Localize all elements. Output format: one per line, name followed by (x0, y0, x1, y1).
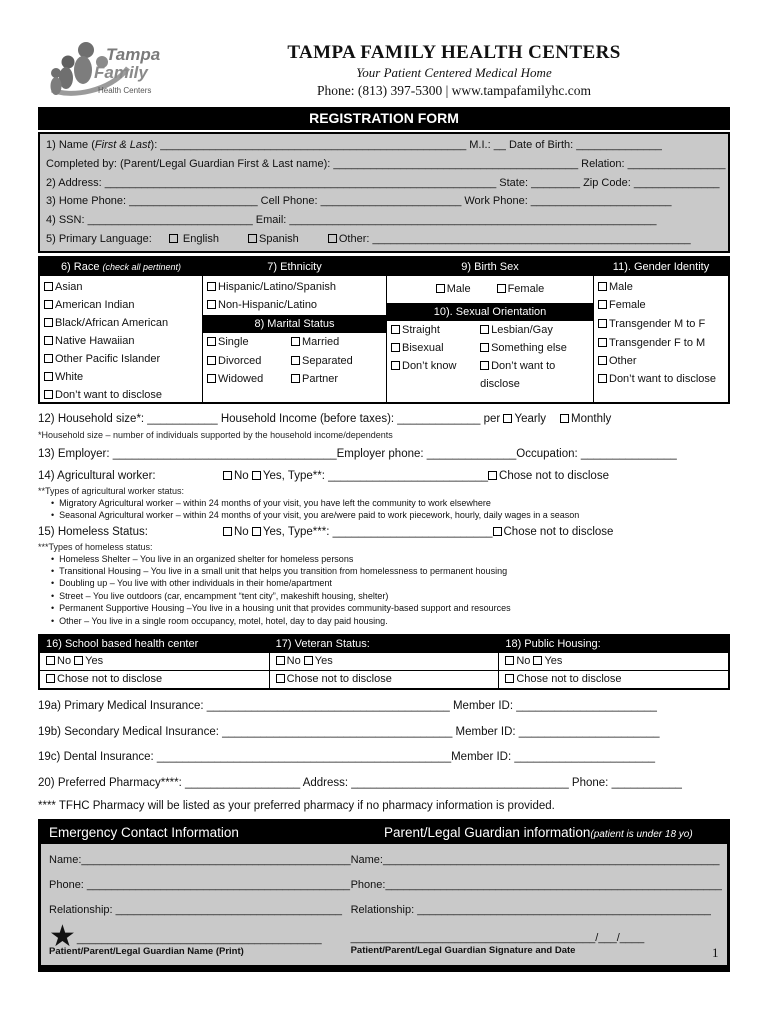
option-label: White (55, 370, 84, 383)
checkbox-icon[interactable] (44, 336, 53, 345)
bullet-icon: • (51, 553, 55, 564)
checkbox-option (291, 370, 382, 389)
checkbox-icon[interactable] (436, 284, 445, 293)
marital-options-left (207, 333, 291, 389)
checkbox-icon[interactable] (598, 356, 607, 365)
homeless-status-field (38, 524, 730, 540)
checkbox-icon[interactable] (391, 343, 400, 352)
option-chose-not-disclose: Chose not to disclose (286, 673, 392, 686)
option-label: Widowed (218, 373, 264, 386)
option-label: Something else (491, 341, 567, 354)
checkbox-icon[interactable] (291, 374, 300, 383)
address-field[interactable]: 2) Address: ________________________________________________________________ State: ________ Zip Code: ______________ (46, 176, 720, 189)
checkbox-icon[interactable] (533, 656, 542, 665)
checkbox-icon[interactable] (391, 361, 400, 370)
checkbox-option (44, 350, 198, 368)
checkbox-option (207, 333, 291, 352)
household-size-field[interactable] (38, 411, 730, 427)
option-no: No (234, 469, 249, 482)
race-column (40, 258, 203, 402)
option-label: Single (218, 335, 249, 348)
bullet-note: • Doubling up – You live with other individuals in their home/apartment (51, 578, 332, 589)
option-label: Married (302, 335, 340, 348)
language-other-blank[interactable]: Other: ____________________________________________________ (338, 232, 691, 245)
household-footnote: *Household size – number of individuals supported by the household income/dependents (38, 429, 393, 440)
checkbox-option (436, 280, 471, 298)
option-label: Don’t want to disclose (480, 359, 556, 390)
race-header: 6) Race (check all pertinent) (40, 258, 202, 276)
guardian-info-title: Parent/Legal Guardian information(patient is under 18 yo) (384, 825, 693, 841)
option-label: Male (609, 280, 633, 293)
hl-type-blank[interactable]: Yes, Type***: _________________________ (262, 525, 493, 538)
print-name-signature-field[interactable]: ★________________________________________ (49, 920, 322, 954)
checkbox-icon[interactable] (74, 656, 83, 665)
bullet-note: • Transitional Housing – You live in a small unit that helps you transition from homelessness to permanent housing (51, 566, 508, 576)
bullet-note: • Other – You live in a single room occupancy, motel, hotel, day to day paid housing. (51, 615, 388, 626)
checkbox-icon[interactable] (598, 282, 607, 291)
checkbox-icon[interactable] (44, 354, 53, 363)
checkbox-option (391, 321, 480, 339)
checkbox-option (480, 321, 589, 339)
checkbox-icon[interactable] (207, 356, 216, 365)
bullet-icon: • (51, 615, 55, 626)
veteran-status-header: 17) Veteran Status: (270, 636, 499, 653)
option-chose-not-disclose: Chose not to disclose (57, 673, 163, 686)
bullet-icon: • (51, 603, 55, 614)
emergency-contact-column (49, 848, 351, 965)
checkbox-icon[interactable] (276, 674, 285, 683)
bullet-note: • Permanent Supportive Housing –You live in a housing unit that provides community-based support and resources (51, 603, 511, 614)
agricultural-label: 14) Agricultural worker: (38, 469, 156, 482)
option-yes: Yes (314, 655, 333, 668)
orientation-options-right (480, 321, 589, 393)
gender-identity-column (594, 258, 728, 402)
option-label: Partner (302, 373, 339, 386)
bullet-note: • Seasonal Agricultural worker – within 24 months of your visit, you are/were paid to work piecework, hourly, daily wages in a season (51, 510, 580, 521)
option-label: Don’t want to disclose (609, 372, 716, 385)
guardian-info-column (351, 848, 722, 965)
checkbox-icon[interactable] (44, 300, 53, 309)
checkbox-icon[interactable] (598, 338, 607, 347)
checkbox-icon[interactable] (391, 325, 400, 334)
form-header (38, 40, 730, 104)
checkbox-icon[interactable] (44, 282, 53, 291)
ethnicity-header: 7) Ethnicity (203, 258, 386, 276)
option-label: Transgender M to F (609, 317, 706, 330)
patient-info-section (38, 132, 730, 253)
marital-status-header: 8) Marital Status (203, 315, 386, 333)
dental-insurance-field[interactable]: 19c) Dental Insurance: ______________________________________________Member ID: ______________________ (38, 751, 656, 764)
veteran-status-column (270, 636, 500, 688)
signature-date-field[interactable]: ________________________________________/___/____ (350, 932, 645, 945)
option-yes: Yes (544, 655, 563, 668)
option-no: No (516, 655, 531, 668)
guardian-relationship-field[interactable]: Relationship: ________________________________________________ (350, 904, 711, 917)
name-label-italic: First & Last (94, 139, 151, 151)
agricultural-bullets (38, 497, 730, 522)
checkbox-option (598, 296, 724, 315)
option-no: No (57, 655, 72, 668)
demographics-table (38, 256, 730, 404)
chose-row (499, 670, 728, 688)
phone-fields[interactable]: 3) Home Phone: _____________________ Cell Phone: _______________________ Work Phone: _______________________ (46, 195, 672, 208)
checkbox-ag-yes[interactable] (252, 471, 261, 480)
option-label: Don’t know (402, 359, 457, 372)
homeless-label: 15) Homeless Status: (38, 525, 148, 538)
primary-insurance-field[interactable]: 19a) Primary Medical Insurance: ______________________________________ Member ID: ______________________ (38, 700, 657, 713)
option-label: Straight (402, 323, 440, 336)
employer-field[interactable]: 13) Employer: ___________________________________Employer phone: ______________Occupation: _______________ (38, 447, 677, 460)
pharmacy-note: **** TFHC Pharmacy will be listed as your preferred pharmacy if no pharmacy information is provided. (38, 800, 555, 813)
checkbox-language-other[interactable] (328, 234, 337, 243)
option-label: Female (507, 282, 545, 295)
option-no: No (286, 655, 301, 668)
school-health-column (40, 636, 270, 688)
ssn-email-fields[interactable]: 4) SSN: ___________________________ Email: ____________________________________________________________ (46, 214, 657, 227)
option-monthly: Monthly (571, 412, 612, 425)
org-tagline: Your Patient Centered Medical Home (356, 65, 552, 80)
orientation-options-left (391, 321, 480, 393)
checkbox-ag-chose[interactable] (488, 471, 497, 480)
emergency-relationship-field[interactable]: Relationship: _____________________________________ (49, 904, 343, 917)
agricultural-worker-field (38, 468, 730, 484)
option-chose-not-disclose: Chose not to disclose (499, 469, 609, 482)
checkbox-option (207, 370, 291, 389)
completed-by-field[interactable]: Completed by: (Parent/Legal Guardian First & Last name): ________________________________________ Relation: ________________ (46, 157, 726, 170)
household-section (38, 411, 730, 627)
checkbox-icon[interactable] (46, 674, 55, 683)
option-spanish: Spanish (259, 232, 299, 245)
option-chose-not-disclose: Chose not to disclose (503, 525, 614, 538)
option-label: Other Pacific Islander (55, 352, 161, 365)
checkbox-yearly[interactable] (503, 414, 512, 423)
logo-word-tampa: Tampa (106, 45, 161, 64)
ag-type-blank[interactable]: Yes, Type**: _________________________ (262, 469, 489, 482)
status-table (38, 634, 730, 690)
checkbox-icon[interactable] (598, 300, 607, 309)
checkbox-option (44, 332, 198, 350)
birth-sex-column (387, 258, 594, 402)
bullet-icon: • (51, 578, 55, 589)
name-blank[interactable]: ): __________________________________________________ M.I.: __ Date of Birth: ______________ (150, 139, 662, 151)
bullet-icon: • (51, 590, 55, 601)
star-icon: ★ (49, 920, 76, 954)
option-label: Bisexual (402, 341, 444, 354)
checkbox-icon[interactable] (304, 656, 313, 665)
checkbox-icon[interactable] (480, 343, 489, 352)
checkbox-icon[interactable] (276, 656, 285, 665)
checkbox-english[interactable] (169, 234, 178, 243)
checkbox-option (480, 339, 589, 357)
checkbox-option (598, 371, 724, 387)
checkbox-spanish[interactable] (248, 234, 257, 243)
checkbox-icon[interactable] (207, 282, 216, 291)
checkbox-option (44, 296, 198, 314)
ethnicity-options (203, 276, 386, 315)
yes-no-row (499, 653, 728, 670)
guardian-phone-field[interactable]: Phone:_______________________________________________________ (350, 879, 722, 892)
secondary-insurance-field[interactable]: 19b) Secondary Medical Insurance: ____________________________________ Member ID: ______________________ (38, 725, 660, 738)
name-label: 1) Name ( (46, 139, 95, 151)
checkbox-option (598, 334, 724, 353)
checkbox-option (598, 278, 724, 297)
option-label: Other (609, 355, 637, 368)
chose-row (40, 670, 269, 688)
option-label: Divorced (218, 354, 262, 367)
option-label: Non-Hispanic/Latino (218, 299, 318, 312)
checkbox-icon[interactable] (505, 674, 514, 683)
logo-word-family: Family (94, 63, 148, 82)
option-label: Lesbian/Gay (491, 323, 553, 336)
checkbox-option (207, 352, 291, 371)
option-label: Asian (55, 280, 83, 293)
pharmacy-field[interactable]: 20) Preferred Pharmacy****: __________________ Address: __________________________________ Phone: ___________ (38, 776, 682, 789)
school-health-header: 16) School based health center (40, 636, 269, 653)
emergency-phone-field[interactable]: Phone: ___________________________________________ (49, 879, 350, 892)
option-label: Black/African American (55, 316, 169, 329)
emergency-name-field[interactable]: Name:____________________________________________ (49, 854, 351, 867)
checkbox-icon[interactable] (505, 656, 514, 665)
option-label: Transgender F to M (609, 336, 706, 349)
checkbox-icon[interactable] (598, 319, 607, 328)
checkbox-option (44, 368, 198, 386)
option-chose-not-disclose: Chose not to disclose (516, 673, 622, 686)
checkbox-option (598, 352, 724, 371)
option-label: Hispanic/Latino/Spanish (218, 280, 337, 293)
checkbox-icon[interactable] (44, 390, 53, 399)
checkbox-icon[interactable] (480, 361, 489, 370)
bullet-icon: • (51, 510, 55, 521)
checkbox-icon[interactable] (207, 374, 216, 383)
org-contact: Phone: (813) 397-5300 | www.tampafamilyhc.com (316, 83, 592, 98)
checkbox-icon[interactable] (44, 318, 53, 327)
checkbox-option (44, 278, 198, 296)
tfhc-logo (50, 40, 178, 102)
checkbox-icon[interactable] (497, 284, 506, 293)
household-line[interactable]: 12) Household size*: ___________ Household Income (before taxes): _____________ per (38, 412, 504, 425)
homeless-bullets (38, 553, 730, 627)
checkbox-option (391, 339, 480, 357)
checkbox-icon[interactable] (291, 337, 300, 346)
checkbox-option (44, 314, 198, 332)
option-label: Native Hawaiian (55, 334, 135, 347)
checkbox-option (598, 315, 724, 334)
checkbox-option (207, 296, 382, 315)
name-field[interactable] (46, 136, 722, 155)
checkbox-icon[interactable] (598, 374, 607, 383)
public-housing-header: 18) Public Housing: (499, 636, 728, 653)
checkbox-option (207, 278, 382, 297)
option-no: No (234, 525, 249, 538)
signature-date-label: Patient/Parent/Legal Guardian Signature and Date (350, 945, 576, 957)
checkbox-option (291, 352, 382, 371)
homeless-footnote: ***Types of homeless status: (38, 541, 153, 552)
registration-form (38, 40, 730, 972)
checkbox-option (391, 357, 480, 375)
checkbox-icon[interactable] (44, 372, 53, 381)
checkbox-option (480, 357, 589, 393)
insurance-section (38, 694, 730, 816)
yes-no-row (40, 653, 269, 670)
bullet-note: • Migratory Agricultural worker – within 24 months of your visit, you have left the community to work elsewhere (51, 497, 491, 508)
guardian-name-field[interactable]: Name:_______________________________________________________ (350, 854, 720, 867)
option-yes: Yes (85, 655, 104, 668)
option-yearly: Yearly (514, 412, 546, 425)
checkbox-option (497, 280, 545, 298)
emergency-header (41, 822, 727, 844)
org-name: TAMPA FAMILY HEALTH CENTERS (287, 42, 621, 63)
checkbox-icon[interactable] (207, 300, 216, 309)
checkbox-icon[interactable] (480, 325, 489, 334)
option-english: English (182, 232, 219, 245)
checkbox-hl-no[interactable] (223, 527, 232, 536)
page-number: 1 (712, 945, 719, 960)
agricultural-footnote: **Types of agricultural worker status: (38, 485, 185, 496)
option-label: Female (609, 299, 646, 312)
bullet-note: • Street – You live outdoors (car, encampment “tent city”, makeshift housing, shelter) (51, 590, 389, 601)
option-label: Male (446, 282, 471, 295)
gender-identity-header: 11). Gender Identity (594, 258, 728, 276)
form-title: REGISTRATION FORM (38, 107, 730, 130)
public-housing-column (499, 636, 728, 688)
bullet-note: • Homeless Shelter – You live in an organized shelter for homeless persons (51, 553, 354, 564)
option-label: American Indian (55, 298, 135, 311)
print-name-label: Patient/Parent/Legal Guardian Name (Print) (49, 946, 244, 958)
checkbox-hl-chose[interactable] (493, 527, 502, 536)
checkbox-option (44, 386, 198, 404)
checkbox-option (291, 333, 382, 352)
emergency-contact-title: Emergency Contact Information (49, 825, 239, 841)
language-label: 5) Primary Language: (46, 232, 152, 245)
checkbox-icon[interactable] (291, 356, 300, 365)
option-label: Don’t want to disclose (55, 388, 162, 401)
marital-options-right (291, 333, 382, 389)
option-label: Separated (302, 354, 353, 367)
birth-sex-header: 9) Birth Sex (387, 258, 593, 276)
checkbox-hl-yes[interactable] (252, 527, 261, 536)
logo-word-health-centers: Health Centers (98, 86, 152, 95)
ethnicity-column (203, 258, 387, 402)
gender-identity-options (594, 276, 728, 387)
primary-language-field (46, 230, 722, 249)
yes-no-row (270, 653, 499, 670)
checkbox-icon[interactable] (207, 337, 216, 346)
race-options (40, 276, 202, 404)
chose-row (270, 670, 499, 688)
bullet-icon: • (51, 497, 55, 508)
sexual-orientation-header: 10). Sexual Orientation (387, 303, 593, 321)
checkbox-icon[interactable] (46, 656, 55, 665)
checkbox-ag-no[interactable] (223, 471, 232, 480)
checkbox-monthly[interactable] (560, 414, 569, 423)
bullet-icon: • (51, 566, 55, 576)
emergency-section (38, 819, 730, 972)
